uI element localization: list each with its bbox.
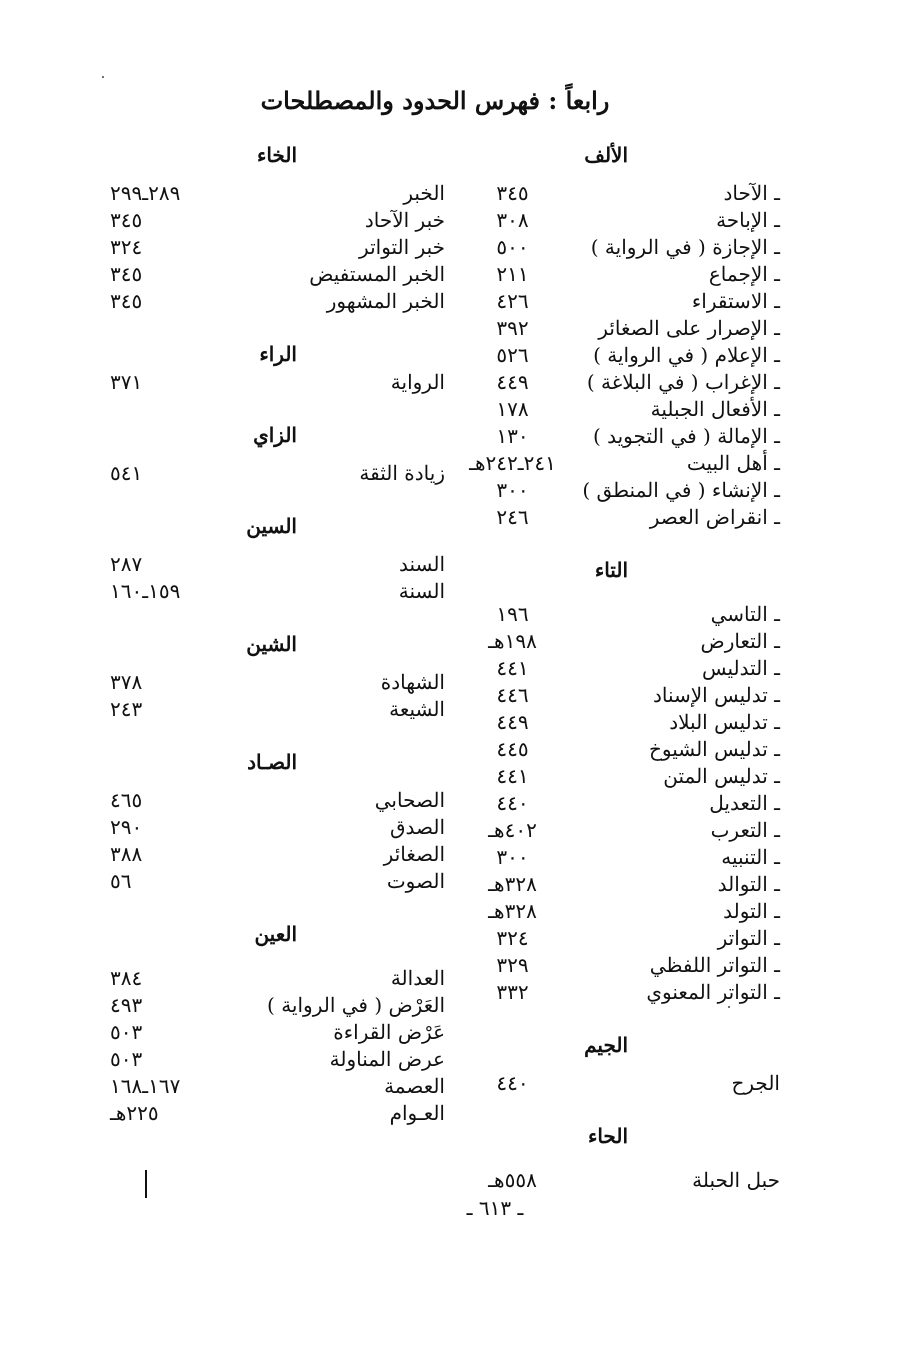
- entry-page: ٣٢٤: [110, 235, 143, 259]
- index-entry: [110, 460, 455, 487]
- entry-page: ٣٧٨: [110, 670, 143, 694]
- page-title: رابعاً : فهرس الحدود والمصطلحات: [260, 86, 610, 115]
- index-entry: [110, 965, 455, 992]
- entry-page: ٣٢٨هـ: [488, 872, 537, 896]
- entry-page: ٣٢٨هـ: [488, 899, 537, 923]
- index-entry: [110, 369, 455, 396]
- index-entry: [110, 841, 455, 868]
- entry-page: ٣٧١: [110, 370, 143, 394]
- entry-term: العدالة: [390, 966, 445, 990]
- index-entry: [440, 817, 800, 844]
- index-entry: [440, 477, 800, 504]
- entry-page: ٥٤١: [110, 461, 143, 485]
- index-entry: [440, 1070, 800, 1097]
- entry-term: ـ أهل البيت: [686, 451, 780, 475]
- index-entry: [110, 992, 455, 1019]
- index-entry: [110, 814, 455, 841]
- entry-term: ـ التوالد: [717, 872, 780, 896]
- left-column: [110, 140, 455, 1127]
- index-entry: [440, 952, 800, 979]
- index-entry: [440, 628, 800, 655]
- section-header-sad: الصـاد: [247, 750, 297, 774]
- page-number: ـ ٦١٣ ـ: [466, 1196, 524, 1220]
- index-entry: [440, 898, 800, 925]
- entry-term: العصمة: [384, 1074, 445, 1098]
- entry-term: ـ تدليس الشيوخ: [648, 737, 780, 761]
- entry-term: الصوت: [386, 869, 445, 893]
- index-entry: [110, 207, 455, 234]
- section-header-ra: الراء: [259, 342, 297, 366]
- entry-page: ٣٤٥: [110, 262, 143, 286]
- entry-page: ٢٤٣: [110, 697, 143, 721]
- entry-page: ٢٨٧: [110, 552, 143, 576]
- index-entry: [110, 180, 455, 207]
- entry-term: عرض المناولة: [329, 1047, 445, 1071]
- section-header-ha: الحاء: [587, 1124, 628, 1148]
- section-header-sin: السين: [246, 514, 297, 538]
- entry-term: الرواية: [390, 370, 445, 394]
- entry-term: السند: [398, 552, 445, 576]
- entry-page: ٤٦٥: [110, 788, 143, 812]
- entry-term: زيادة الثقة: [359, 461, 445, 485]
- section-header-kha: الخاء: [256, 143, 297, 167]
- entry-term: خبر التواتر: [359, 235, 445, 259]
- entry-page: ٢١١: [496, 262, 529, 286]
- entry-page: ٢٩٠: [110, 815, 143, 839]
- index-entry: [440, 207, 800, 234]
- entry-term: الصدق: [389, 815, 445, 839]
- ink-speck: [102, 76, 104, 78]
- entry-term: ـ الإجازة ( في الرواية ): [590, 235, 780, 259]
- index-entry: [440, 504, 800, 531]
- entry-term: السنة: [398, 579, 445, 603]
- entry-term: ـ انقراض العصر: [649, 505, 780, 529]
- entry-page: ٢٤١ـ٢٤٢هـ: [469, 451, 556, 475]
- right-column: [440, 140, 800, 1194]
- entry-term: العَرْض ( في الرواية ): [267, 993, 445, 1017]
- entry-term: ـ الاستقراء: [691, 289, 780, 313]
- index-entry: [110, 1100, 455, 1127]
- index-entry: [110, 1073, 455, 1100]
- entry-page: ٣٤٥: [496, 181, 529, 205]
- entry-page: ٤٤٠: [496, 791, 529, 815]
- ink-speck: [728, 1006, 730, 1008]
- index-entry: [110, 696, 455, 723]
- index-entry: [110, 1046, 455, 1073]
- entry-term: ـ الأفعال الجبلية: [650, 397, 780, 421]
- entry-term: ـ تدليس البلاد: [669, 710, 780, 734]
- entry-term: ـ التاسي: [710, 602, 780, 626]
- section-header-alif: الألف: [584, 143, 628, 167]
- section-header-jim: الجيم: [584, 1033, 628, 1057]
- entry-page: ٥٠٣: [110, 1020, 143, 1044]
- entry-page: ٣٠٠: [496, 478, 529, 502]
- entry-page: ٤٤٥: [496, 737, 529, 761]
- entry-page: ١٧٨: [496, 397, 529, 421]
- index-entry: [440, 369, 800, 396]
- entry-term: الخبر المشهور: [326, 289, 445, 313]
- index-entry: [440, 871, 800, 898]
- entry-page: ٢٤٦: [496, 505, 529, 529]
- entry-page: ١٦٧ـ١٦٨: [110, 1074, 181, 1098]
- index-entry: [110, 288, 455, 315]
- entry-term: الشيعة: [389, 697, 445, 721]
- index-entry: [440, 342, 800, 369]
- entry-page: ٣٤٥: [110, 289, 143, 313]
- entry-term: ـ التولد: [723, 899, 780, 923]
- entry-page: ٥٠٣: [110, 1047, 143, 1071]
- entry-term: الصحابي: [374, 788, 445, 812]
- entry-page: ٣٨٤: [110, 966, 143, 990]
- index-entry: [440, 979, 800, 1006]
- entry-page: ٣٩٢: [496, 316, 529, 340]
- index-entry: [440, 682, 800, 709]
- entry-page: ١٩٦: [496, 602, 529, 626]
- entry-page: ٣٤٥: [110, 208, 143, 232]
- entry-term: ـ تدليس المتن: [663, 764, 780, 788]
- index-entry: [440, 763, 800, 790]
- index-entry: [110, 669, 455, 696]
- entry-page: ٥٠٠: [496, 235, 529, 259]
- entry-page: ٤٤١: [496, 656, 529, 680]
- entry-page: ١٥٩ـ١٦٠: [110, 579, 181, 603]
- entry-term: الصغائر: [383, 842, 445, 866]
- entry-page: ٤٤١: [496, 764, 529, 788]
- entry-page: ٥٢٦: [496, 343, 529, 367]
- entry-term: ـ التعارض: [700, 629, 780, 653]
- entry-term: الخبر: [403, 181, 445, 205]
- entry-page: ٣٣٢: [496, 980, 529, 1004]
- entry-page: ٤٤٠: [496, 1071, 529, 1095]
- entry-term: عَرْض القراءة: [333, 1020, 445, 1044]
- entry-page: ٤٤٦: [496, 683, 529, 707]
- entry-page: ٢٢٥هـ: [110, 1101, 159, 1125]
- entry-page: ٤٤٩: [496, 370, 529, 394]
- index-entry: [110, 261, 455, 288]
- entry-page: ٤٠٢هـ: [488, 818, 537, 842]
- index-entry: [440, 450, 800, 477]
- index-entry: [110, 1019, 455, 1046]
- index-entry: [440, 844, 800, 871]
- index-entry: [440, 315, 800, 342]
- entry-page: ٣٢٩: [496, 953, 529, 977]
- index-entry: [440, 423, 800, 450]
- section-header-ta: التاء: [594, 558, 628, 582]
- entry-term: ـ الآحاد: [723, 181, 780, 205]
- index-entry: [440, 925, 800, 952]
- section-header-ayn: العين: [254, 922, 297, 946]
- entry-term: ـ التعرب: [710, 818, 780, 842]
- entry-term: ـ الإباحة: [716, 208, 780, 232]
- entry-term: ـ الإجماع: [708, 262, 780, 286]
- entry-page: ٤٤٩: [496, 710, 529, 734]
- index-entry: [440, 1167, 800, 1194]
- index-entry: [440, 261, 800, 288]
- entry-term: الشهادة: [380, 670, 445, 694]
- entry-term: ـ الإعلام ( في الرواية ): [593, 343, 780, 367]
- index-entry: [440, 655, 800, 682]
- index-entry: [440, 234, 800, 261]
- entry-term: العـوام: [389, 1101, 445, 1125]
- index-entry: [440, 180, 800, 207]
- section-header-zay: الزاي: [253, 423, 297, 447]
- entry-term: ـ التنبيه: [721, 845, 780, 869]
- entry-term: ـ التعديل: [709, 791, 780, 815]
- entry-term: ـ التواتر المعنوي: [646, 980, 780, 1004]
- index-entry: [440, 288, 800, 315]
- index-entry: [110, 868, 455, 895]
- entry-term: ـ الإمالة ( في التجويد ): [592, 424, 780, 448]
- index-entry: [440, 396, 800, 423]
- entry-term: الجرح: [731, 1071, 780, 1095]
- margin-bar: [145, 1170, 147, 1198]
- entry-term: ـ الإصرار على الصغائر: [598, 316, 780, 340]
- entry-page: ٢٨٩ـ٢٩٩: [110, 181, 181, 205]
- entry-page: ٣٢٤: [496, 926, 529, 950]
- entry-term: خبر الآحاد: [364, 208, 445, 232]
- index-entry: [110, 551, 455, 578]
- entry-page: ٥٥٨هـ: [488, 1168, 537, 1192]
- entry-term: حبل الحبلة: [692, 1168, 780, 1192]
- entry-page: ٤٢٦: [496, 289, 529, 313]
- index-entry: [440, 601, 800, 628]
- index-entry: [110, 787, 455, 814]
- index-entry: [440, 709, 800, 736]
- entry-term: ـ التدليس: [701, 656, 780, 680]
- entry-term: ـ الإغراب ( في البلاغة ): [586, 370, 780, 394]
- entry-term: ـ التواتر اللفظي: [649, 953, 780, 977]
- entry-term: ـ تدليس الإسناد: [652, 683, 780, 707]
- index-entry: [110, 578, 455, 605]
- entry-page: ٣٨٨: [110, 842, 143, 866]
- index-entry: [440, 790, 800, 817]
- entry-term: الخبر المستفيض: [309, 262, 445, 286]
- entry-page: ١٣٠: [496, 424, 529, 448]
- entry-page: ٥٦: [110, 869, 132, 893]
- entry-term: ـ الإنشاء ( في المنطق ): [582, 478, 780, 502]
- entry-page: ٤٩٣: [110, 993, 143, 1017]
- entry-page: ٣٠٨: [496, 208, 529, 232]
- entry-page: ١٩٨هـ: [488, 629, 537, 653]
- entry-page: ٣٠٠: [496, 845, 529, 869]
- entry-term: ـ التواتر: [717, 926, 780, 950]
- index-entry: [440, 736, 800, 763]
- index-entry: [110, 234, 455, 261]
- section-header-shin: الشين: [246, 632, 297, 656]
